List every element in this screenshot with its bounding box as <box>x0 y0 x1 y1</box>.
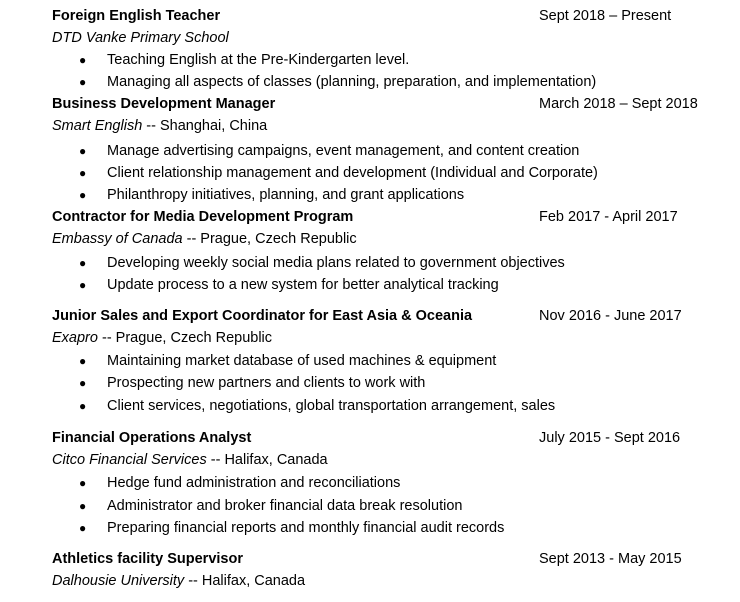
job-bullet <box>79 474 400 492</box>
job-bullet-text: Update process to a new system for better analytical tracking <box>107 277 499 293</box>
job-dates: July 2015 - Sept 2016 <box>539 430 681 446</box>
job-bullet <box>79 254 565 272</box>
job-location: -- Halifax, Canada <box>210 452 328 468</box>
bullet-icon: ● <box>79 75 87 89</box>
job-title: Foreign English Teacher <box>52 8 221 24</box>
job-dates: Feb 2017 - April 2017 <box>539 209 678 225</box>
bullet-icon: ● <box>79 499 87 513</box>
job-bullet <box>79 276 499 294</box>
job-bullet-text: Maintaining market database of used machines & equipment <box>107 353 497 369</box>
job-location: -- Halifax, Canada <box>188 573 306 589</box>
job-organization-line <box>52 451 328 469</box>
job-title: Financial Operations Analyst <box>52 430 252 446</box>
job-bullet <box>79 186 464 204</box>
job-bullet-text: Managing all aspects of classes (planning, preparation, and implementation) <box>107 74 597 90</box>
bullet-icon: ● <box>79 399 87 413</box>
job-organization: Embassy of Canada <box>52 231 183 247</box>
job-organization: DTD Vanke Primary School <box>52 30 229 46</box>
job-bullet-text: Preparing financial reports and monthly financial audit records <box>107 520 505 536</box>
bullet-icon: ● <box>79 53 87 67</box>
job-dates: Nov 2016 - June 2017 <box>539 308 682 324</box>
job-bullet <box>79 374 425 392</box>
bullet-icon: ● <box>79 354 87 368</box>
job-location: -- Shanghai, China <box>146 118 268 134</box>
job-organization: Smart English <box>52 118 143 134</box>
job-bullet-text: Philanthropy initiatives, planning, and grant applications <box>107 187 465 203</box>
job-bullet-text: Teaching English at the Pre-Kindergarten level. <box>107 52 410 68</box>
job-organization: Citco Financial Services <box>52 452 207 468</box>
job-bullet <box>79 73 596 91</box>
job-bullet-text: Client relationship management and development (Individual and Corporate) <box>107 165 598 181</box>
job-title: Contractor for Media Development Program <box>52 209 354 225</box>
bullet-icon: ● <box>79 144 87 158</box>
bullet-icon: ● <box>79 256 87 270</box>
job-dates: Sept 2018 – Present <box>539 8 672 24</box>
job-bullet <box>79 497 462 515</box>
bullet-icon: ● <box>79 188 87 202</box>
job-location: -- Prague, Czech Republic <box>186 231 357 247</box>
job-bullet-text: Hedge fund administration and reconciliations <box>107 475 401 491</box>
job-bullet-text: Client services, negotiations, global transportation arrangement, sales <box>107 398 556 414</box>
bullet-icon: ● <box>79 166 87 180</box>
bullet-icon: ● <box>79 278 87 292</box>
job-dates: March 2018 – Sept 2018 <box>539 96 698 112</box>
job-organization-line <box>52 29 229 47</box>
job-bullet <box>79 352 496 370</box>
job-location: -- Prague, Czech Republic <box>101 330 273 346</box>
job-dates: Sept 2013 - May 2015 <box>539 551 682 567</box>
job-organization-line <box>52 117 267 135</box>
job-organization-line <box>52 230 357 248</box>
job-bullet-text: Developing weekly social media plans related to government objectives <box>107 255 565 271</box>
job-organization-line <box>52 572 305 590</box>
job-bullet-text: Manage advertising campaigns, event management, and content creation <box>107 143 580 159</box>
job-bullet-text: Prospecting new partners and clients to work with <box>107 375 426 391</box>
job-bullet <box>79 397 555 415</box>
job-title: Athletics facility Supervisor <box>52 551 243 567</box>
job-organization: Dalhousie University <box>52 573 185 589</box>
bullet-icon: ● <box>79 521 87 535</box>
job-bullet <box>79 142 579 160</box>
job-organization-line <box>52 329 272 347</box>
job-title: Junior Sales and Export Coordinator for East Asia & Oceania <box>52 308 473 324</box>
bullet-icon: ● <box>79 376 87 390</box>
job-bullet <box>79 164 598 182</box>
job-bullet <box>79 51 409 69</box>
job-title: Business Development Manager <box>52 96 276 112</box>
job-organization: Exapro <box>52 330 98 346</box>
bullet-icon: ● <box>79 476 87 490</box>
job-bullet <box>79 519 504 537</box>
job-bullet-text: Administrator and broker financial data break resolution <box>107 498 463 514</box>
